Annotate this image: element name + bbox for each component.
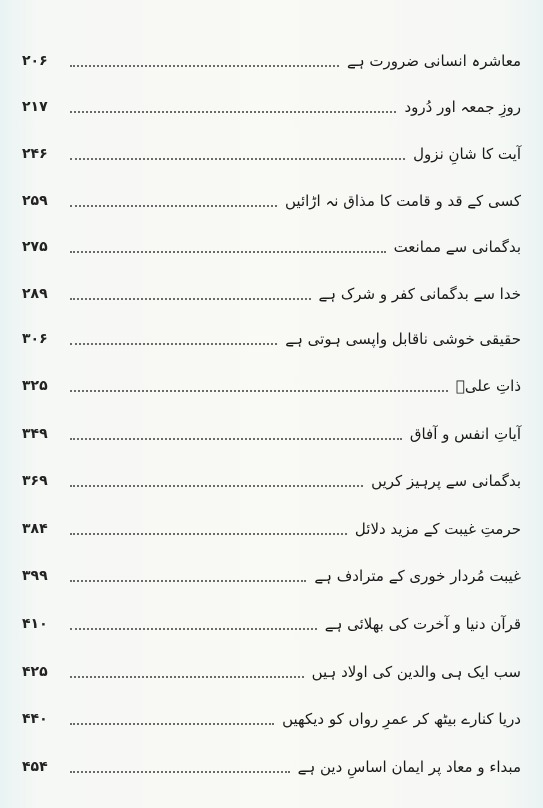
toc-entry — [22, 135, 521, 165]
dot-leader — [70, 485, 363, 487]
dot-leader — [70, 65, 339, 67]
toc-entry — [22, 42, 521, 72]
entry-page-number: ۲۵۹ — [22, 193, 48, 209]
toc-entry — [22, 320, 521, 350]
entry-title: حقیقی خوشی ناقابل واپسی ہوتی ہے — [285, 330, 521, 348]
entry-title: ذاتِ علیؑ — [455, 377, 521, 395]
entry-title: آیاتِ انفس و آفاق — [409, 425, 521, 443]
dot-leader — [70, 580, 306, 582]
entry-page-number: ۴۱۰ — [22, 616, 48, 632]
entry-page-number: ۲۸۹ — [22, 286, 48, 302]
entry-page-number: ۳۲۵ — [22, 378, 48, 394]
entry-page-number: ۳۶۹ — [22, 473, 48, 489]
entry-page-number: ۲۴۶ — [22, 146, 48, 162]
dot-leader — [70, 298, 311, 300]
dot-leader — [70, 676, 304, 678]
toc-entry — [22, 748, 521, 778]
dot-leader — [70, 343, 277, 345]
dot-leader — [70, 205, 277, 207]
entry-title: قرآن دنیا و آخرت کی بھلائی ہے — [324, 615, 521, 633]
toc-entry — [22, 700, 521, 730]
entry-title: آیت کا شانِ نزول — [413, 145, 521, 163]
entry-page-number: ۳۸۴ — [22, 521, 48, 537]
entry-title: روزِ جمعہ اور دُرود — [404, 98, 521, 116]
entry-title: حرمتِ غیبت کے مزید دلائل — [354, 520, 521, 538]
entry-page-number: ۳۰۶ — [22, 331, 48, 347]
entry-title: معاشرہ انسانی ضرورت ہے — [347, 52, 521, 70]
toc-entry — [22, 415, 521, 445]
entry-page-number: ۲۰۶ — [22, 53, 48, 69]
entry-title: غیبت مُردار خوری کے مترادف ہے — [314, 567, 521, 585]
entry-page-number: ۲۷۵ — [22, 239, 48, 255]
entry-title: بدگمانی سے ممانعت — [393, 238, 521, 256]
entry-title: بدگمانی سے پرہیز کریں — [371, 472, 521, 490]
toc-entry — [22, 653, 521, 683]
toc-entry — [22, 275, 521, 305]
entry-page-number: ۴۲۵ — [22, 664, 48, 680]
entry-page-number: ۳۹۹ — [22, 568, 48, 584]
toc-entry — [22, 557, 521, 587]
dot-leader — [70, 251, 386, 253]
entry-title: دریا کنارے بیٹھ کر عمرِ رواں کو دیکھیں — [282, 710, 521, 728]
entry-title: سب ایک ہی والدین کی اولاد ہیں — [311, 663, 521, 681]
toc-entry — [22, 182, 521, 212]
toc-entry — [22, 605, 521, 635]
dot-leader — [70, 771, 290, 773]
entry-title: خدا سے بدگمانی کفر و شرک ہے — [318, 285, 521, 303]
dot-leader — [70, 628, 317, 630]
entry-title: کسی کے قد و قامت کا مذاق نہ اڑائیں — [285, 192, 521, 210]
dot-leader — [70, 390, 448, 392]
dot-leader — [70, 438, 402, 440]
dot-leader — [70, 723, 274, 725]
toc-entry — [22, 228, 521, 258]
dot-leader — [70, 111, 396, 113]
dot-leader — [70, 158, 405, 160]
entry-page-number: ۴۵۴ — [22, 759, 48, 775]
toc-entry — [22, 88, 521, 118]
toc-entry — [22, 367, 521, 397]
toc-entry — [22, 510, 521, 540]
entry-title: مبداء و معاد پر ایمان اساسِ دین ہے — [297, 758, 521, 776]
dot-leader — [70, 533, 347, 535]
entry-page-number: ۳۴۹ — [22, 426, 48, 442]
entry-page-number: ۲۱۷ — [22, 99, 48, 115]
entry-page-number: ۴۴۰ — [22, 711, 48, 727]
toc-entry — [22, 462, 521, 492]
